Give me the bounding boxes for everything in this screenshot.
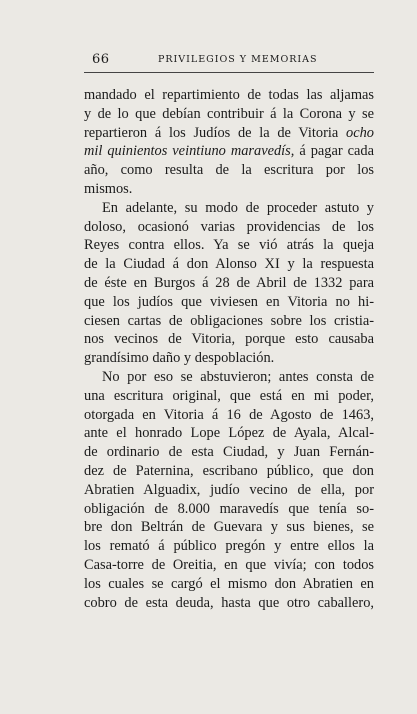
text-line: ante el honrado Lope López de Ayala, Alcal- bbox=[84, 425, 374, 442]
text-line: mandado el repartimiento de todas las aljamas bbox=[84, 87, 374, 103]
text-line: de ordinario de esta Ciudad, y Juan Fernán- bbox=[84, 444, 374, 461]
running-title: PRIVILEGIOS Y MEMORIAS bbox=[158, 54, 318, 65]
text-line: Reyes contra ellos. Ya se vió atrás la queja bbox=[84, 237, 374, 254]
text-line: que los judíos que viviesen en Vitoria no hi- bbox=[84, 293, 374, 310]
page-header bbox=[84, 52, 374, 74]
text-line: ciesen cartas de obligaciones sobre los cristia- bbox=[84, 312, 374, 329]
text-line bbox=[84, 142, 374, 161]
text-line: otorgada en Vitoria á 16 de Agosto de 1463, bbox=[84, 406, 374, 423]
text-line: de la Ciudad á don Alonso XI y la respuesta bbox=[84, 256, 374, 273]
text-line: doloso, ocasionó varias providencias de los bbox=[84, 218, 374, 235]
text-line: En adelante, su modo de proceder astuto y bbox=[102, 199, 374, 216]
text-line: mismos. bbox=[84, 180, 133, 197]
text-line: cobro de esta deuda, hasta que otro caballero, bbox=[84, 594, 374, 611]
text-line bbox=[84, 124, 374, 143]
text-line: de éste en Burgos á 28 de Abril de 1332 para bbox=[84, 274, 374, 291]
text-line: Abratien Alguadix, judío vecino de ella, por bbox=[84, 481, 374, 498]
text-line: obligación de 8.000 maravedís que tenía so- bbox=[84, 500, 374, 517]
text-segment: repartieron á los Judíos de la de Vitoria bbox=[84, 124, 347, 141]
body-text bbox=[84, 86, 374, 612]
text-line: y de lo que debían contribuir á la Corona y se bbox=[84, 105, 374, 122]
text-line: los cuales se cargó el mismo don Abratien en bbox=[84, 575, 374, 592]
italic-phrase: mil quinientos veintiuno maravedís, bbox=[84, 143, 295, 160]
text-line: los remató á público pregón y entre ellos la bbox=[84, 538, 374, 555]
text-line: nos vecinos de Vitoria, porque esto causaba bbox=[84, 331, 374, 348]
text-line: No por eso se abstuvieron; antes consta de bbox=[102, 368, 374, 385]
text-line: Casa-torre de Oreitia, en que vivía; con todos bbox=[84, 556, 374, 573]
page-number: 66 bbox=[92, 52, 110, 67]
text-line: año, como resulta de la escritura por los bbox=[84, 162, 374, 179]
text-line: grandísimo daño y despoblación. bbox=[84, 350, 275, 367]
text-line: una escritura original, que está en mi poder, bbox=[84, 387, 374, 404]
text-line: dez de Paternina, escribano público, que don bbox=[84, 462, 374, 479]
italic-phrase: ocho bbox=[346, 124, 374, 141]
text-line: bre don Beltrán de Guevara y sus bienes, se bbox=[84, 519, 374, 536]
text-segment: á pagar cada bbox=[294, 143, 374, 160]
header-rule bbox=[84, 72, 374, 73]
